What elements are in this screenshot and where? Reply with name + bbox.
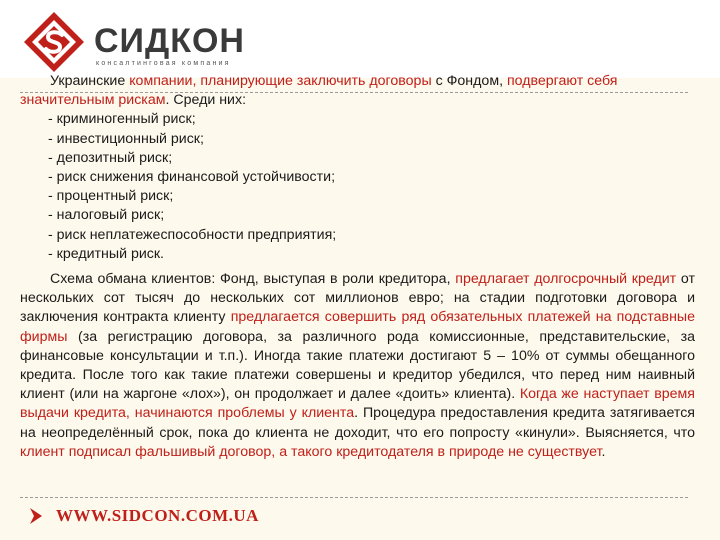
schema-text-3: от нескольких сот тысяч до нескольких сот миллионов евро; на стадии подготовки договора и заключения контракта клиенту bbox=[20, 271, 695, 326]
intro-text-5: . Среди них: bbox=[165, 92, 247, 109]
schema-highlight-fake-contract: клиент подписал фальшивый договор, а такого кредитодателя в природе не существует bbox=[20, 443, 602, 460]
list-item: - риск снижения финансовой устойчивости; bbox=[48, 169, 336, 186]
schema-paragraph bbox=[20, 270, 695, 462]
company-logo-name: СИДКОН bbox=[94, 22, 245, 60]
bottom-divider bbox=[20, 497, 688, 498]
intro-highlight-companies: компании, планирующие заключить договоры bbox=[129, 73, 432, 89]
main-content bbox=[20, 72, 695, 462]
intro-paragraph bbox=[20, 72, 695, 110]
footer bbox=[30, 506, 259, 526]
list-item: - депозитный риск; bbox=[48, 149, 173, 166]
list-item: - риск неплатежеспособности предприятия; bbox=[48, 226, 337, 243]
intro-highlight-risks: подвергают себя значительным рискам bbox=[20, 73, 618, 109]
schema-highlight-payments: предлагается совершить ряд обязательных платежей на подставные фирмы bbox=[20, 309, 695, 345]
intro-text-1: Украинские bbox=[50, 73, 130, 89]
schema-text-7: . Процедура предоставления кредита затягивается на неопределённый срок, пока до клиента не доходит, что его попросту «кинули». Выясняется, что bbox=[20, 405, 695, 441]
list-item: - налоговый риск; bbox=[48, 207, 165, 224]
list-item: - криминогенный риск; bbox=[48, 111, 196, 128]
list-item: - инвестиционный риск; bbox=[48, 130, 204, 147]
header-logo-area bbox=[0, 0, 720, 78]
website-link[interactable]: WWW.SIDCON.COM.UA bbox=[56, 506, 259, 525]
schema-text-5: (за регистрацию договора, за различного рода комиссионные, представительские, за финансовые консультации и т.п.). Иногда такие платежи достигают 5 – 10% от суммы обещанного кредита. После того как такие платежи совершены и кредитор убедился, что перед ним наивный клиент (или на жаргоне «лох»), он продолжает и далее «доить» клиента). bbox=[20, 328, 695, 403]
schema-highlight-problems: Когда же наступает время выдачи кредита, начинаются проблемы у клиента bbox=[20, 386, 695, 422]
list-item: - кредитный риск. bbox=[48, 245, 165, 262]
company-tagline: консалтинговая компания bbox=[96, 60, 231, 67]
intro-text-3: с Фондом, bbox=[431, 73, 507, 89]
schema-highlight-credit: предлагает долгосрочный кредит bbox=[455, 271, 677, 288]
schema-text-9: . bbox=[601, 443, 606, 460]
risk-list bbox=[20, 110, 695, 264]
diamond-s-logo-icon bbox=[22, 10, 86, 74]
list-item: - процентный риск; bbox=[48, 188, 174, 205]
schema-text-1: Схема обмана клиентов: Фонд, выступая в роли кредитора, bbox=[50, 271, 456, 288]
arrow-right-icon bbox=[30, 508, 42, 524]
